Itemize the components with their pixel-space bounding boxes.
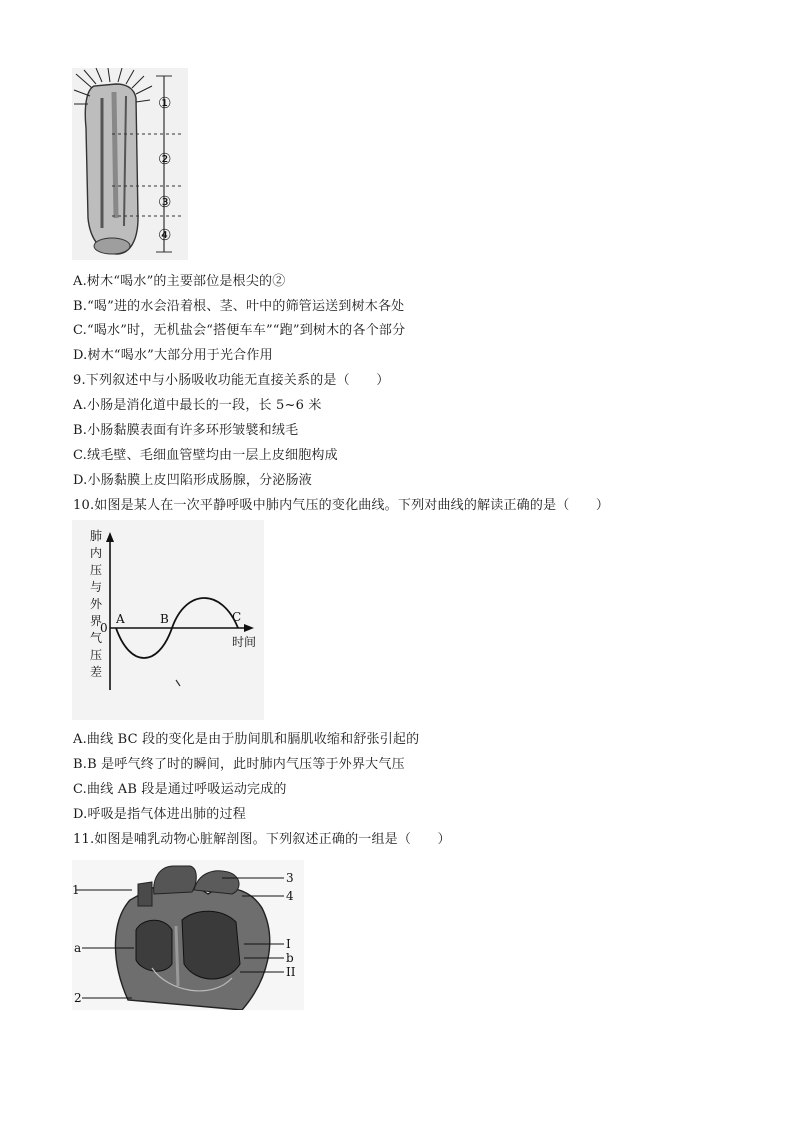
heart-label-b: b xyxy=(286,951,294,965)
y-axis-label-char: 气 xyxy=(90,631,103,645)
q9-option-d: D.小肠黏膜上皮凹陷形成肠腺，分泌肠液 xyxy=(73,473,312,488)
y-axis-label-char: 压 xyxy=(90,563,103,577)
y-axis-label-char: 外 xyxy=(90,597,103,611)
root-tip-figure xyxy=(72,68,188,260)
zone-label-3: ③ xyxy=(158,193,172,211)
origin-label: 0 xyxy=(100,621,108,635)
y-axis-label-char: 界 xyxy=(90,614,103,628)
q9-option-c: C.绒毛壁、毛细血管壁均由一层上皮细胞构成 xyxy=(73,448,338,463)
q8-option-c: C.“喝水”时，无机盐会“搭便车车”“跑”到树木的各个部分 xyxy=(73,323,406,338)
q10-stem: 10.如图是某人在一次平静呼吸中肺内气压的变化曲线。下列对曲线的解读正确的是（ ） xyxy=(73,498,610,513)
y-axis-label-char: 与 xyxy=(90,580,103,594)
point-a-label: A xyxy=(116,612,125,626)
heart-figure xyxy=(72,860,304,1010)
zone-label-2: ② xyxy=(158,150,172,168)
y-axis-label-char: 差 xyxy=(90,665,103,679)
q8-option-a: A.树木“喝水”的主要部位是根尖的② xyxy=(73,274,286,289)
heart-diagram xyxy=(72,860,304,1010)
pressure-curve-figure xyxy=(72,520,264,720)
heart-label-a: a xyxy=(74,941,82,955)
heart-label-4: 4 xyxy=(286,889,294,903)
heart-label-II: II xyxy=(286,965,296,979)
q10-option-a: A.曲线 BC 段的变化是由于肋间肌和膈肌收缩和舒张引起的 xyxy=(73,732,420,747)
pressure-curve-chart xyxy=(72,520,264,720)
zone-label-4: ④ xyxy=(158,226,172,244)
q8-option-d: D.树木“喝水”大部分用于光合作用 xyxy=(73,348,273,363)
q9-option-a: A.小肠是消化道中最长的一段，长 5~6 米 xyxy=(73,398,322,413)
q10-option-c: C.曲线 AB 段是通过呼吸运动完成的 xyxy=(73,782,287,797)
q10-option-d: D.呼吸是指气体进出肺的过程 xyxy=(73,807,246,822)
q9-option-b: B.小肠黏膜表面有许多环形皱襞和绒毛 xyxy=(73,423,299,438)
point-b-label: B xyxy=(160,612,169,626)
zone-label-1: ① xyxy=(158,94,172,112)
heart-label-2: 2 xyxy=(74,991,82,1005)
heart-label-I: I xyxy=(286,937,291,951)
q8-option-b: B.“喝”进的水会沿着根、茎、叶中的筛管运送到树木各处 xyxy=(73,299,405,314)
q10-option-b: B.B 是呼气终了时的瞬间，此时肺内气压等于外界大气压 xyxy=(73,757,405,772)
y-axis-label xyxy=(90,528,103,679)
heart-label-3: 3 xyxy=(286,871,294,885)
q9-stem: 9.下列叙述中与小肠吸收功能无直接关系的是（ ） xyxy=(73,373,390,388)
y-axis-label-char: 内 xyxy=(90,546,103,560)
y-axis-label-char: 压 xyxy=(90,648,103,662)
heart-label-1: 1 xyxy=(72,883,80,897)
x-axis-label: 时间 xyxy=(232,635,257,649)
root-tip-diagram xyxy=(72,68,188,260)
q11-stem: 11.如图是哺乳动物心脏解剖图。下列叙述正确的一组是（ ） xyxy=(73,832,451,847)
y-axis-label-char: 肺 xyxy=(90,529,103,543)
point-c-label: C xyxy=(232,610,242,624)
